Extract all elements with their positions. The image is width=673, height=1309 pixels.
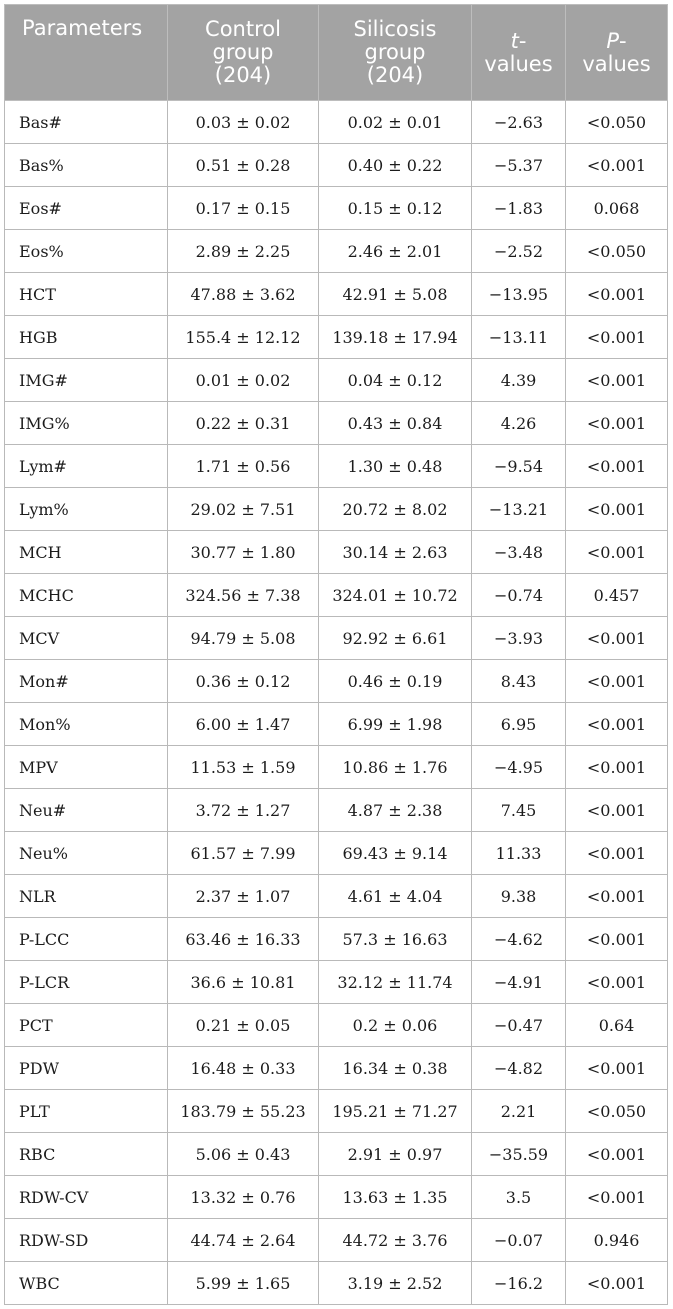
cell-control-value: 0.51 ± 0.28 <box>168 144 319 187</box>
cell-parameter: WBC <box>5 1262 168 1305</box>
cell-control-value: 155.4 ± 12.12 <box>168 316 319 359</box>
table-row <box>5 789 668 832</box>
cell-t-value: −13.21 <box>472 488 566 531</box>
cell-t-value: −5.37 <box>472 144 566 187</box>
cell-p-value: <0.050 <box>566 1090 668 1133</box>
header-row <box>5 5 668 101</box>
cell-control-value: 30.77 ± 1.80 <box>168 531 319 574</box>
cell-p-value: 0.068 <box>566 187 668 230</box>
cell-silicosis-value: 20.72 ± 8.02 <box>319 488 472 531</box>
cell-silicosis-value: 3.19 ± 2.52 <box>319 1262 472 1305</box>
table-row <box>5 445 668 488</box>
cell-silicosis-value: 0.02 ± 0.01 <box>319 101 472 144</box>
cell-t-value: −35.59 <box>472 1133 566 1176</box>
cell-p-value: <0.001 <box>566 1262 668 1305</box>
cell-p-value: <0.001 <box>566 961 668 1004</box>
cell-p-value: <0.001 <box>566 832 668 875</box>
cell-control-value: 16.48 ± 0.33 <box>168 1047 319 1090</box>
cell-t-value: 11.33 <box>472 832 566 875</box>
cell-silicosis-value: 30.14 ± 2.63 <box>319 531 472 574</box>
cell-p-value: 0.457 <box>566 574 668 617</box>
cell-p-value: <0.001 <box>566 273 668 316</box>
cell-t-value: 6.95 <box>472 703 566 746</box>
cell-control-value: 5.99 ± 1.65 <box>168 1262 319 1305</box>
cell-control-value: 94.79 ± 5.08 <box>168 617 319 660</box>
cell-silicosis-value: 0.2 ± 0.06 <box>319 1004 472 1047</box>
cell-t-value: −1.83 <box>472 187 566 230</box>
cell-control-value: 0.01 ± 0.02 <box>168 359 319 402</box>
cell-t-value: −0.74 <box>472 574 566 617</box>
cell-p-value: <0.001 <box>566 789 668 832</box>
cell-control-value: 11.53 ± 1.59 <box>168 746 319 789</box>
table-row <box>5 273 668 316</box>
table-row <box>5 1176 668 1219</box>
header-silicosis-group <box>319 5 472 101</box>
table-row <box>5 531 668 574</box>
header-silicosis-line2: group <box>364 40 426 64</box>
cell-parameter: Bas% <box>5 144 168 187</box>
cell-p-value: <0.001 <box>566 617 668 660</box>
cell-parameter: Mon# <box>5 660 168 703</box>
table-row <box>5 144 668 187</box>
table-row <box>5 918 668 961</box>
comparison-table <box>4 4 668 1305</box>
table-row <box>5 1090 668 1133</box>
cell-p-value: <0.001 <box>566 445 668 488</box>
header-t-hyphen: - <box>518 28 527 53</box>
cell-silicosis-value: 0.46 ± 0.19 <box>319 660 472 703</box>
table-row <box>5 660 668 703</box>
cell-parameter: Lym% <box>5 488 168 531</box>
cell-control-value: 63.46 ± 16.33 <box>168 918 319 961</box>
table-row <box>5 961 668 1004</box>
header-control-line3: (204) <box>214 63 272 87</box>
cell-silicosis-value: 195.21 ± 71.27 <box>319 1090 472 1133</box>
cell-t-value: −9.54 <box>472 445 566 488</box>
header-p-values <box>566 5 668 101</box>
header-control-group <box>168 5 319 101</box>
table-row <box>5 402 668 445</box>
header-p-hyphen: - <box>619 28 627 53</box>
cell-control-value: 61.57 ± 7.99 <box>168 832 319 875</box>
cell-t-value: 4.39 <box>472 359 566 402</box>
cell-parameter: RBC <box>5 1133 168 1176</box>
cell-silicosis-value: 44.72 ± 3.76 <box>319 1219 472 1262</box>
cell-silicosis-value: 92.92 ± 6.61 <box>319 617 472 660</box>
header-t-symbol: t <box>510 28 519 53</box>
cell-parameter: Bas# <box>5 101 168 144</box>
cell-control-value: 36.6 ± 10.81 <box>168 961 319 1004</box>
cell-parameter: MCV <box>5 617 168 660</box>
table-row <box>5 574 668 617</box>
cell-control-value: 0.03 ± 0.02 <box>168 101 319 144</box>
cell-control-value: 2.89 ± 2.25 <box>168 230 319 273</box>
cell-control-value: 29.02 ± 7.51 <box>168 488 319 531</box>
table-row <box>5 316 668 359</box>
table-row <box>5 101 668 144</box>
cell-control-value: 1.71 ± 0.56 <box>168 445 319 488</box>
cell-silicosis-value: 13.63 ± 1.35 <box>319 1176 472 1219</box>
cell-control-value: 3.72 ± 1.27 <box>168 789 319 832</box>
table-row <box>5 1133 668 1176</box>
header-silicosis-line1: Silicosis <box>353 17 437 41</box>
cell-t-value: −0.47 <box>472 1004 566 1047</box>
cell-parameter: Eos# <box>5 187 168 230</box>
cell-parameter: MCH <box>5 531 168 574</box>
table-row <box>5 703 668 746</box>
cell-parameter: Neu% <box>5 832 168 875</box>
table-row <box>5 746 668 789</box>
cell-control-value: 6.00 ± 1.47 <box>168 703 319 746</box>
cell-control-value: 183.79 ± 55.23 <box>168 1090 319 1133</box>
cell-silicosis-value: 10.86 ± 1.76 <box>319 746 472 789</box>
table-body <box>5 101 668 1305</box>
cell-silicosis-value: 2.91 ± 0.97 <box>319 1133 472 1176</box>
cell-parameter: Eos% <box>5 230 168 273</box>
cell-t-value: −13.11 <box>472 316 566 359</box>
cell-parameter: P-LCC <box>5 918 168 961</box>
cell-control-value: 324.56 ± 7.38 <box>168 574 319 617</box>
table-row <box>5 187 668 230</box>
cell-control-value: 5.06 ± 0.43 <box>168 1133 319 1176</box>
cell-control-value: 0.17 ± 0.15 <box>168 187 319 230</box>
cell-p-value: <0.001 <box>566 1133 668 1176</box>
table-row <box>5 1262 668 1305</box>
cell-t-value: 4.26 <box>472 402 566 445</box>
cell-silicosis-value: 324.01 ± 10.72 <box>319 574 472 617</box>
cell-t-value: 9.38 <box>472 875 566 918</box>
cell-t-value: 7.45 <box>472 789 566 832</box>
cell-t-value: −2.52 <box>472 230 566 273</box>
cell-p-value: <0.050 <box>566 101 668 144</box>
cell-control-value: 0.22 ± 0.31 <box>168 402 319 445</box>
cell-control-value: 47.88 ± 3.62 <box>168 273 319 316</box>
cell-t-value: 3.5 <box>472 1176 566 1219</box>
cell-silicosis-value: 16.34 ± 0.38 <box>319 1047 472 1090</box>
table-row <box>5 617 668 660</box>
cell-silicosis-value: 4.61 ± 4.04 <box>319 875 472 918</box>
cell-p-value: <0.001 <box>566 144 668 187</box>
header-t-line2: values <box>484 51 553 76</box>
cell-p-value: 0.64 <box>566 1004 668 1047</box>
cell-parameter: PDW <box>5 1047 168 1090</box>
cell-t-value: −16.2 <box>472 1262 566 1305</box>
table-row <box>5 1004 668 1047</box>
cell-control-value: 2.37 ± 1.07 <box>168 875 319 918</box>
cell-silicosis-value: 0.15 ± 0.12 <box>319 187 472 230</box>
cell-t-value: −4.82 <box>472 1047 566 1090</box>
cell-p-value: <0.001 <box>566 531 668 574</box>
cell-silicosis-value: 57.3 ± 16.63 <box>319 918 472 961</box>
header-t-values <box>472 5 566 101</box>
cell-parameter: P-LCR <box>5 961 168 1004</box>
table-row <box>5 1219 668 1262</box>
cell-t-value: −2.63 <box>472 101 566 144</box>
cell-control-value: 0.21 ± 0.05 <box>168 1004 319 1047</box>
cell-p-value: <0.001 <box>566 1176 668 1219</box>
cell-p-value: <0.001 <box>566 875 668 918</box>
cell-t-value: 2.21 <box>472 1090 566 1133</box>
cell-t-value: −0.07 <box>472 1219 566 1262</box>
cell-control-value: 13.32 ± 0.76 <box>168 1176 319 1219</box>
table-row <box>5 875 668 918</box>
table-row <box>5 1047 668 1090</box>
table-row <box>5 230 668 273</box>
table-row <box>5 488 668 531</box>
cell-silicosis-value: 1.30 ± 0.48 <box>319 445 472 488</box>
cell-parameter: RDW-SD <box>5 1219 168 1262</box>
cell-p-value: <0.001 <box>566 359 668 402</box>
cell-t-value: −3.93 <box>472 617 566 660</box>
cell-parameter: PCT <box>5 1004 168 1047</box>
cell-control-value: 0.36 ± 0.12 <box>168 660 319 703</box>
header-control-line1: Control <box>205 17 281 41</box>
cell-p-value: <0.001 <box>566 918 668 961</box>
cell-parameter: HCT <box>5 273 168 316</box>
cell-p-value: <0.001 <box>566 316 668 359</box>
cell-p-value: 0.946 <box>566 1219 668 1262</box>
cell-t-value: −3.48 <box>472 531 566 574</box>
table-header <box>5 5 668 101</box>
cell-p-value: <0.001 <box>566 703 668 746</box>
cell-t-value: −4.95 <box>472 746 566 789</box>
cell-silicosis-value: 42.91 ± 5.08 <box>319 273 472 316</box>
table-row <box>5 359 668 402</box>
cell-parameter: MPV <box>5 746 168 789</box>
cell-silicosis-value: 6.99 ± 1.98 <box>319 703 472 746</box>
cell-p-value: <0.050 <box>566 230 668 273</box>
cell-parameter: RDW-CV <box>5 1176 168 1219</box>
header-control-line2: group <box>212 40 274 64</box>
cell-silicosis-value: 0.40 ± 0.22 <box>319 144 472 187</box>
cell-p-value: <0.001 <box>566 488 668 531</box>
cell-parameter: HGB <box>5 316 168 359</box>
header-parameters-label: Parameters <box>22 16 143 40</box>
cell-silicosis-value: 2.46 ± 2.01 <box>319 230 472 273</box>
header-parameters <box>5 5 168 101</box>
cell-parameter: IMG# <box>5 359 168 402</box>
cell-parameter: Neu# <box>5 789 168 832</box>
table-row <box>5 832 668 875</box>
cell-p-value: <0.001 <box>566 402 668 445</box>
cell-silicosis-value: 32.12 ± 11.74 <box>319 961 472 1004</box>
cell-parameter: MCHC <box>5 574 168 617</box>
cell-parameter: Lym# <box>5 445 168 488</box>
cell-t-value: −13.95 <box>472 273 566 316</box>
cell-t-value: −4.91 <box>472 961 566 1004</box>
comparison-table-container <box>4 4 667 1305</box>
cell-t-value: 8.43 <box>472 660 566 703</box>
header-p-symbol: P <box>606 28 620 53</box>
cell-p-value: <0.001 <box>566 660 668 703</box>
cell-t-value: −4.62 <box>472 918 566 961</box>
cell-silicosis-value: 69.43 ± 9.14 <box>319 832 472 875</box>
cell-parameter: Mon% <box>5 703 168 746</box>
cell-parameter: IMG% <box>5 402 168 445</box>
cell-parameter: PLT <box>5 1090 168 1133</box>
cell-silicosis-value: 4.87 ± 2.38 <box>319 789 472 832</box>
cell-silicosis-value: 0.04 ± 0.12 <box>319 359 472 402</box>
cell-control-value: 44.74 ± 2.64 <box>168 1219 319 1262</box>
header-silicosis-line3: (204) <box>366 63 424 87</box>
header-p-line2: values <box>582 51 651 76</box>
cell-silicosis-value: 139.18 ± 17.94 <box>319 316 472 359</box>
cell-silicosis-value: 0.43 ± 0.84 <box>319 402 472 445</box>
cell-p-value: <0.001 <box>566 1047 668 1090</box>
cell-p-value: <0.001 <box>566 746 668 789</box>
cell-parameter: NLR <box>5 875 168 918</box>
